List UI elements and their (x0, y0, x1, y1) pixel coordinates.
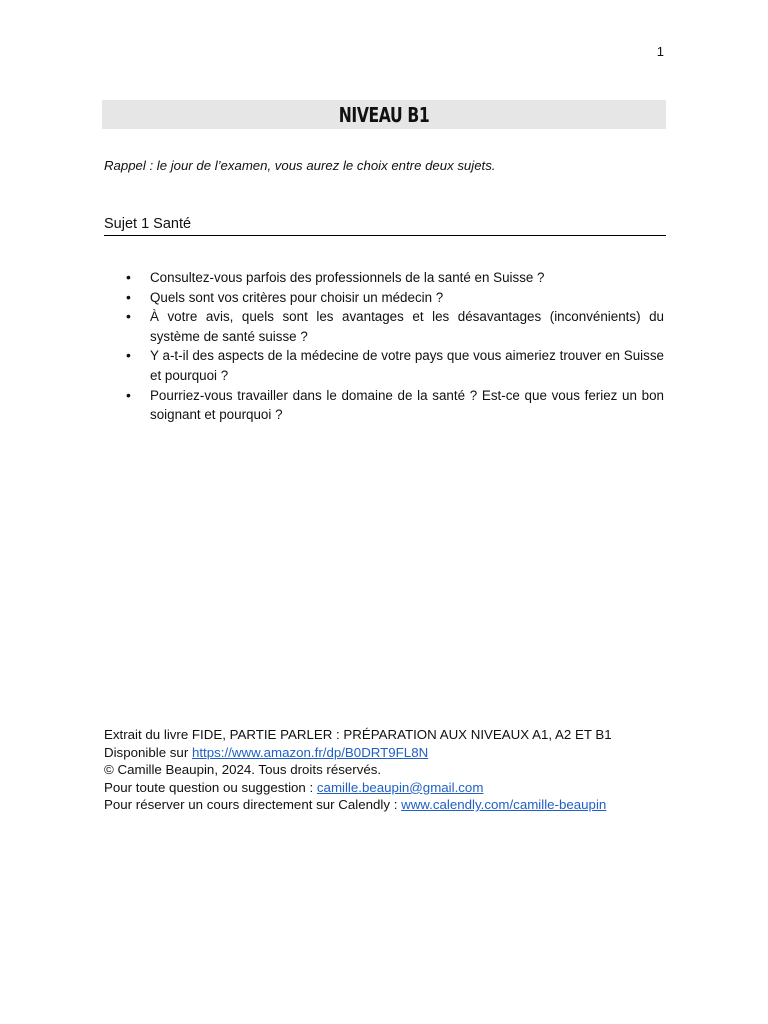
bullet-icon: • (126, 308, 131, 325)
availability-label: Disponible sur (104, 744, 192, 760)
question-text: Pourriez-vous travailler dans le domaine de la santé ? Est-ce que vous feriez un bon soignant et pourquoi ? (150, 387, 664, 423)
amazon-link[interactable]: https://www.amazon.fr/dp/B0DRT9FL8N (191, 744, 429, 760)
level-title: NIVEAU B1 (338, 102, 430, 127)
question-list (104, 268, 664, 425)
bullet-icon: • (126, 386, 131, 403)
contact-label: Pour toute question ou suggestion : (104, 779, 317, 795)
level-banner (102, 100, 666, 129)
booking-label: Pour réserver un cours directement sur Calendly : (104, 797, 402, 813)
bullet-icon: • (126, 347, 131, 364)
list-item (104, 307, 664, 346)
bullet-icon: • (126, 288, 131, 305)
calendly-link[interactable]: www.calendly.com/camille-beaupin (401, 797, 607, 813)
availability-line (104, 744, 704, 762)
question-text: Quels sont vos critères pour choisir un médecin ? (150, 289, 444, 305)
question-text: Consultez-vous parfois des professionnels de la santé en Suisse ? (150, 270, 545, 285)
copyright-notice: © Camille Beaupin, 2024. Tous droits réservés. (104, 762, 382, 778)
question-text: À votre avis, quels sont les avantages et les désavantages (inconvénients) du système de santé suisse ? (150, 309, 664, 344)
booking-line (104, 796, 704, 814)
footer (104, 726, 704, 814)
list-item (104, 386, 664, 425)
list-item (104, 346, 664, 385)
question-text: Y a-t-il des aspects de la médecine de votre pays que vous aimeriez trouver en Suisse et pourquoi ? (150, 348, 664, 383)
book-excerpt: Extrait du livre FIDE, PARTIE PARLER : PRÉPARATION AUX NIVEAUX A1, A2 ET B1 (104, 727, 612, 742)
list-item (104, 268, 664, 288)
contact-line (104, 779, 704, 797)
list-item (104, 288, 664, 308)
subject-heading: Sujet 1 Santé (104, 216, 666, 236)
bullet-icon: • (126, 269, 131, 285)
exam-reminder: Rappel : le jour de l’examen, vous aurez le choix entre deux sujets. (104, 158, 496, 173)
page-number: 1 (656, 44, 664, 59)
email-link[interactable]: camille.beaupin@gmail.com (316, 779, 484, 795)
